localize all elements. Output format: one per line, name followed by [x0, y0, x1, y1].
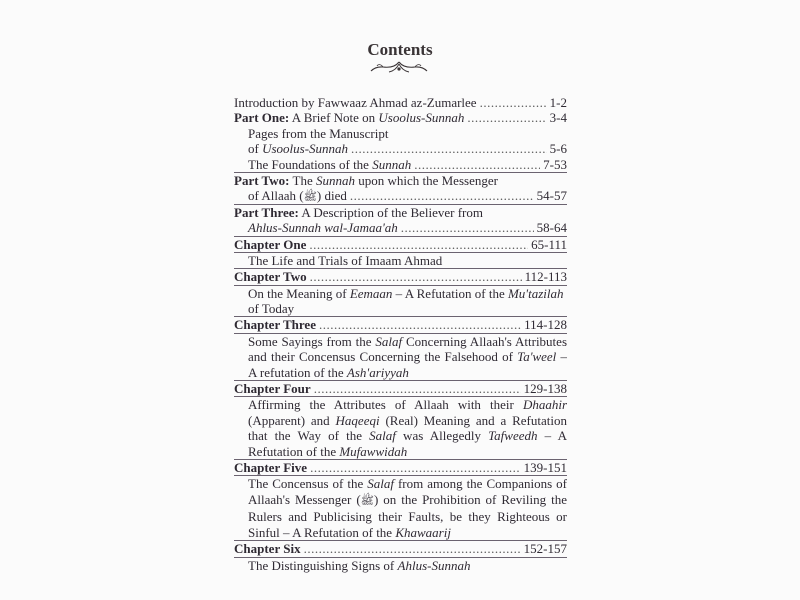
- toc-entry-chapter-six[interactable]: Chapter Six ..... 152-157: [234, 541, 567, 557]
- toc-subentry-foundations[interactable]: The Foundations of the Sunnah ..... 7-53: [234, 157, 567, 173]
- toc-entry-chapter-one[interactable]: Chapter One ..... 65-111: [234, 237, 567, 253]
- toc-subentry-manuscript-line1: Pages from the Manuscript: [248, 125, 389, 141]
- toc-entry-chapter-three[interactable]: Chapter Three ..... 114-128: [234, 317, 567, 333]
- toc-entry-part-three-line1[interactable]: Part Three: A Description of the Believer from: [234, 204, 483, 220]
- chapter-six-description: The Distinguishing Signs of Ahlus-Sunnah: [248, 557, 471, 573]
- chapter-five-description: The Concensus of the Salaf from among the Companions of Allaah's Messenger (ﷺ) on the Prohibition of Reviling the Rulers and Publicising their Faults, be they Righteous or Sinful – A Refutation of the Khawaarij: [234, 476, 567, 541]
- toc-entry-part-two[interactable]: of Allaah (ﷺ) died ..... 54-57: [234, 188, 567, 204]
- table-of-contents: [234, 95, 567, 573]
- toc-entry-part-three[interactable]: Ahlus-Sunnah wal-Jamaa'ah ..... 58-64: [234, 220, 567, 236]
- toc-entry-introduction[interactable]: Introduction by Fawwaaz Ahmad az-Zumarlee ..... 1-2: [234, 95, 567, 110]
- page-title: Contents: [367, 40, 433, 59]
- toc-subentry-manuscript[interactable]: of Usoolus-Sunnah ..... 5-6: [234, 141, 567, 156]
- toc-entry-chapter-five[interactable]: Chapter Five ..... 139-151: [234, 460, 567, 476]
- chapter-two-description-line1: On the Meaning of Eemaan – A Refutation of the Mu'tazilah: [248, 285, 564, 301]
- salutation-glyph-icon: ﷺ: [360, 494, 374, 507]
- salutation-glyph-icon: ﷺ: [303, 191, 317, 204]
- toc-entry-part-one[interactable]: Part One: A Brief Note on Usoolus-Sunnah ..... 3-4: [234, 110, 567, 125]
- flourish-ornament-icon: [369, 60, 429, 74]
- toc-entry-chapter-two[interactable]: Chapter Two ..... 112-113: [234, 269, 567, 285]
- chapter-three-description: Some Sayings from the Salaf Concerning Allaah's Attributes and their Concensus Concerning the Falsehood of Ta'weel – A refutation of the Ash'ariyyah: [234, 334, 567, 381]
- chapter-four-description: Affirming the Attributes of Allaah with their Dhaahir (Apparent) and Haqeeqi (Real) Meaning and a Refutation that the Way of the Salaf was Allegedly Tafweedh – A Refutation of the Mufawwidah: [234, 397, 567, 460]
- chapter-one-description: The Life and Trials of Imaam Ahmad: [234, 253, 567, 269]
- chapter-two-description-line2: of Today: [234, 301, 567, 317]
- toc-entry-chapter-four[interactable]: Chapter Four ..... 129-138: [234, 381, 567, 397]
- toc-entry-part-two-line1[interactable]: Part Two: The Sunnah upon which the Messenger: [234, 172, 498, 188]
